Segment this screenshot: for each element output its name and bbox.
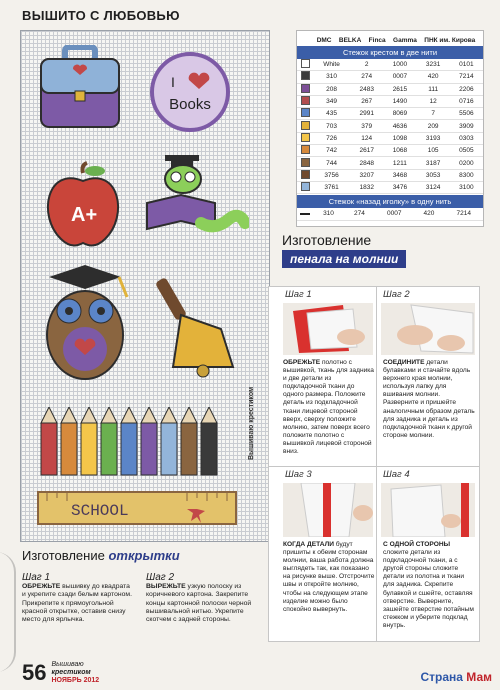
step-bold: ВЫРЕЖЬТЕ <box>146 583 186 591</box>
legend-section-backstitch: Стежок «назад иголку» в одну нить <box>297 195 483 208</box>
legend-row <box>297 132 483 144</box>
step-text <box>383 359 475 440</box>
step-1-photo <box>283 303 373 355</box>
color-swatch-icon <box>301 71 310 80</box>
legend-row <box>297 145 483 157</box>
school-ruler-motif <box>37 491 237 525</box>
legend-cell: 274 <box>344 208 375 220</box>
pencil-step-2 <box>376 286 480 468</box>
legend-row <box>297 157 483 169</box>
legend-cell: 8069 <box>383 108 416 120</box>
color-swatch <box>297 71 313 83</box>
step-body: будут пришиты к обеим сторонам молнии, ваша работа должна выглядеть так, как показано на рисунке выше. Отстрочите швы и откройте молнию, чтобы на следующем этапе изделие можно было спокойно вывернуть. <box>283 541 375 613</box>
color-swatch <box>297 120 313 132</box>
title-line-2: пенала на молнии <box>282 250 406 268</box>
step-bold: СОЕДИНИТЕ <box>383 359 425 366</box>
legend-cell: 726 <box>313 132 350 144</box>
legend-cell: 3756 <box>313 169 350 181</box>
legend-cell: 2617 <box>350 145 383 157</box>
page-header: ВЫШИТО С ЛЮБОВЬЮ <box>22 8 180 23</box>
legend-cell: 2206 <box>450 83 483 95</box>
school-bag-motif <box>35 45 125 135</box>
magazine-name <box>51 661 99 685</box>
legend-cell: 310 <box>313 71 350 83</box>
step-bold: КОГДА ДЕТАЛИ <box>283 541 334 548</box>
color-swatch-icon <box>301 121 310 130</box>
pencil-case-title <box>282 232 477 268</box>
step-label: Шаг 2 <box>146 572 175 583</box>
legend-cell: 1068 <box>383 145 416 157</box>
legend-row <box>297 181 483 193</box>
step-label: Шаг 3 <box>285 469 312 480</box>
step-body: детали булавками и стачайте вдоль верхнего края молнии, используя лапку для вшивания молнии. Разверните и пришейте аналогичным образом деталь для задника и деталь из подкладочной ткани к другой стороне молнии. <box>383 359 475 439</box>
legend-cell: 2 <box>350 59 383 71</box>
site-watermark <box>420 670 492 684</box>
legend-cell: 0716 <box>450 95 483 107</box>
legend-cell: White <box>313 59 350 71</box>
legend-columns <box>297 31 483 46</box>
magazine-name-2: крестиком <box>51 669 91 676</box>
step-label: Шаг 2 <box>383 289 410 300</box>
legend-cell: 742 <box>313 145 350 157</box>
step-body: вышивку до квадрата и укрепите сзади белым картоном. Прикрепите к прямоугольной красной открытке, оставив снизу место для ярлычка. <box>22 583 132 624</box>
legend-cell: 0007 <box>375 208 414 220</box>
step-3-photo <box>283 483 373 537</box>
legend-cell: 349 <box>313 95 350 107</box>
legend-col-header: Gamma <box>393 37 417 44</box>
color-swatch-icon <box>301 96 310 105</box>
page-curl <box>0 552 16 672</box>
card-instructions <box>22 548 270 658</box>
legend-row <box>297 59 483 71</box>
legend-cell: 0200 <box>450 157 483 169</box>
books-text: Books <box>169 96 211 113</box>
school-text: SCHOOL <box>71 502 129 520</box>
color-swatch <box>297 108 313 120</box>
legend-backstitch-table <box>297 208 483 220</box>
legend-cell: 703 <box>313 120 350 132</box>
legend-cell: 2991 <box>350 108 383 120</box>
card-step-2 <box>146 574 256 624</box>
legend-row <box>297 83 483 95</box>
legend-cell: 1832 <box>350 181 383 193</box>
color-swatch-icon <box>301 145 310 154</box>
legend-cell: 3909 <box>450 120 483 132</box>
step-4-photo <box>381 483 475 537</box>
step-2-photo <box>381 303 475 355</box>
legend-row <box>297 169 483 181</box>
watermark-part-1: Страна <box>420 670 467 684</box>
step-text <box>283 359 375 456</box>
legend-cell: 1000 <box>383 59 416 71</box>
pencil-step-3 <box>268 466 377 642</box>
color-swatch-icon <box>301 182 310 191</box>
issue-date: НОЯБРЬ 2012 <box>51 677 100 684</box>
legend-cell: 4636 <box>383 120 416 132</box>
legend-col-header: ПНК им. Кирова <box>424 37 476 44</box>
legend-cell: 105 <box>417 145 450 157</box>
legend-cell: 3124 <box>417 181 450 193</box>
step-bold: ОБРЕЖЬТЕ <box>22 583 61 591</box>
step-body: полотно с вышивкой, ткань для задника и две детали из подкладочной ткани до одного размера. Положите деталь из подкладочной ткани лицевой стороной вверх, сверху положите молнию, затем поверх всего положите полотно с вышивкой лицевой стороной вниз. <box>283 359 374 456</box>
legend-cell: 3476 <box>383 181 416 193</box>
svg-text:A+: A+ <box>71 204 98 226</box>
legend-row <box>297 120 483 132</box>
legend-cell: 267 <box>350 95 383 107</box>
color-swatch <box>297 95 313 107</box>
pencil-step-4 <box>376 466 480 642</box>
step-text <box>383 541 475 630</box>
legend-cell: 435 <box>313 108 350 120</box>
color-swatch <box>297 83 313 95</box>
legend-cell: 12 <box>417 95 450 107</box>
legend-section-cross-stitch: Стежок крестом в две нити <box>297 46 483 59</box>
page-footer <box>22 660 99 686</box>
legend-cell: 1490 <box>383 95 416 107</box>
legend-cell: 3053 <box>417 169 450 181</box>
color-swatch <box>297 169 313 181</box>
legend-cell: 1211 <box>383 157 416 169</box>
pencil-step-1 <box>268 286 377 468</box>
legend-cell: 3231 <box>417 59 450 71</box>
legend-cell: 7214 <box>444 208 483 220</box>
legend-cell: 3468 <box>383 169 416 181</box>
color-swatch <box>297 157 313 169</box>
color-swatch-icon <box>301 108 310 117</box>
apple-motif <box>37 161 129 253</box>
legend-cell: 111 <box>417 83 450 95</box>
color-swatch-icon <box>301 158 310 167</box>
legend-cell: 3187 <box>417 157 450 169</box>
color-swatch-icon <box>301 59 310 68</box>
legend-cell: 0505 <box>450 145 483 157</box>
card-step-1 <box>22 574 132 624</box>
title-line-1: Изготовление <box>282 232 372 248</box>
watermark-part-2: Мам <box>466 670 492 684</box>
legend-cell: 209 <box>417 120 450 132</box>
legend-row <box>297 108 483 120</box>
legend-cell: 3207 <box>350 169 383 181</box>
school-bell-motif <box>145 271 245 381</box>
card-title-2: открытки <box>108 548 180 563</box>
legend-row <box>297 71 483 83</box>
legend-cell: 3193 <box>417 132 450 144</box>
color-swatch <box>297 59 313 71</box>
color-swatch <box>297 145 313 157</box>
step-body: узкую полоску из коричневого картона. Закрепите концы картонной полоски черной вышивальной нитью. Укрепите скотчем с задней стороны. <box>146 583 252 624</box>
legend-cell: 0007 <box>383 71 416 83</box>
legend-cell: 2848 <box>350 157 383 169</box>
legend-cell: 2483 <box>350 83 383 95</box>
backstitch-line-icon <box>297 208 313 220</box>
color-swatch-icon <box>301 84 310 93</box>
legend-row <box>297 208 483 220</box>
legend-cell: 0303 <box>450 132 483 144</box>
legend-cell: 420 <box>413 208 444 220</box>
legend-cell: 379 <box>350 120 383 132</box>
step-body: сложите детали из подкладочной ткани, а с другой стороны сложите детали из полотна и ткани для задника. Скрепите булавкой и сшейте, оставляя отверстие. Выверните, зашейте отверстие потайным стежком и уберите подклад внутрь. <box>383 549 474 629</box>
card-title-1: Изготовление <box>22 548 105 563</box>
legend-cell: 124 <box>350 132 383 144</box>
color-swatch <box>297 132 313 144</box>
legend-cell: 420 <box>417 71 450 83</box>
magazine-name-1: Вышиваю <box>51 661 84 668</box>
cross-stitch-chart <box>20 30 270 542</box>
legend-cell: 1098 <box>383 132 416 144</box>
step-text <box>283 541 375 614</box>
legend-cell: 7 <box>417 108 450 120</box>
legend-cell: 5506 <box>450 108 483 120</box>
step-label: Шаг 1 <box>22 572 51 583</box>
legend-cell: 7214 <box>450 71 483 83</box>
legend-col-header: Finca <box>368 37 386 44</box>
page-number: 56 <box>22 660 47 685</box>
colored-pencils-motif <box>39 407 249 477</box>
svg-text:I: I <box>171 74 175 90</box>
owl-motif <box>35 263 135 383</box>
color-swatch-icon <box>301 170 310 179</box>
legend-cell: 2615 <box>383 83 416 95</box>
legend-cell: 310 <box>313 208 344 220</box>
legend-table <box>297 59 483 194</box>
legend-cell: 3761 <box>313 181 350 193</box>
legend-cell: 3100 <box>450 181 483 193</box>
magazine-credit: Вышиваю крестиком <box>248 386 255 460</box>
legend-col-header: BELKA <box>338 37 362 44</box>
step-bold: ОБРЕЖЬТЕ <box>283 359 321 366</box>
legend-cell: 208 <box>313 83 350 95</box>
legend-cell: 0101 <box>450 59 483 71</box>
legend-cell: 274 <box>350 71 383 83</box>
legend-cell: 744 <box>313 157 350 169</box>
card-title <box>22 548 270 563</box>
step-label: Шаг 1 <box>285 289 312 300</box>
bookworm-motif <box>141 151 249 246</box>
color-swatch <box>297 181 313 193</box>
legend-col-header: DMC <box>316 37 332 44</box>
legend-cell: 8300 <box>450 169 483 181</box>
i-love-books-motif <box>149 51 231 133</box>
step-label: Шаг 4 <box>383 469 410 480</box>
legend-row <box>297 95 483 107</box>
step-bold: С ОДНОЙ СТОРОНЫ <box>383 541 451 548</box>
color-key-legend <box>296 30 484 227</box>
color-swatch-icon <box>301 133 310 142</box>
